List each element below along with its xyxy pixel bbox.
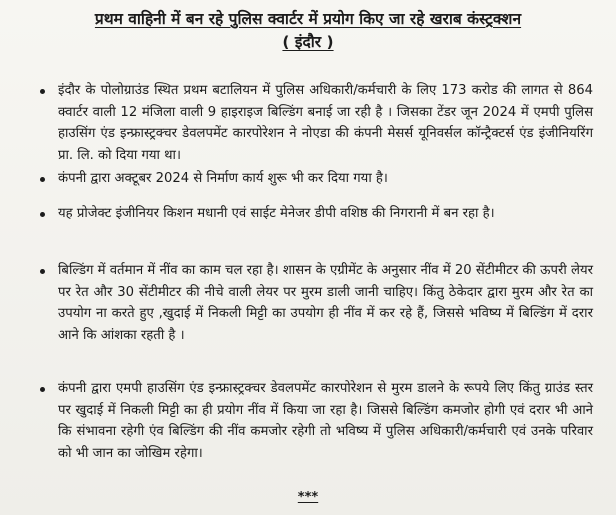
- page-subtitle: ( इंदौर ): [282, 33, 334, 51]
- bullet-text: कंपनी द्वारा एमपी हाउसिंग एंड इन्फ्रास्ट्रक्चर डेवलपमेंट कारपोरेशन से मुरम डालने के रूपये लिए किंतु ग्राउंड स्तर पर खुदाई में निकली मिट्टी का ही प्रयोग नींव में किया जा रहा है। जिससे बिल्डिंग कमजोर होगी एवं दरार भी आने कि संभावना रहेगी एंव बिल्डिंग की नींव कमजोर रहेगी तो भविष्य में पुलिस अधिकारी/कर्मचारी एवं उनके परिवार को भी जान का जोखिम रहेगा।: [58, 381, 593, 461]
- end-marker: ***: [297, 490, 319, 505]
- bullet-icon: [40, 177, 45, 182]
- bullet-icon: [40, 387, 45, 392]
- bullet-text: कंपनी द्वारा अक्टूबर 2024 से निर्माण कार्य शुरू भी कर दिया गया है।: [58, 171, 388, 186]
- bullet-icon: [40, 269, 45, 274]
- bullet-icon: [40, 212, 45, 217]
- bullet-text: इंदौर के पोलोग्राउंड स्थित प्रथम बटालियन में पुलिस अधिकारी/कर्मचारी के लिए 173 करोड की लागत से 864 क्वार्टर वाली 12 मंजिला वाली 9 हाइराइज बिल्डिंग बनाई जा रही है । जिसका टेंडर जून 2024 में एमपी पुलिस हाउसिंग एंड इन्फ्रास्ट्रक्चर डेवलपमेंट कारपोरेशन ने नोएडा की कंपनी मेसर्स यूनिवर्सल कॉन्ट्रैक्टर्स एंड इंजीनियरिंग प्रा. लि. को दिया गया था।: [58, 83, 593, 163]
- page-title: प्रथम वाहिनी में बन रहे पुलिस क्वार्टर में प्रयोग किए जा रहे खराब कंस्ट्रक्शन: [94, 10, 522, 28]
- bullet-text: बिल्डिंग में वर्तमान में नींव का काम चल रहा है। शासन के एग्रीमेंट के अनुसार नींव में 20 सेंटीमीटर की ऊपरी लेयर पर रेत और 30 सेंटीमीटर की नीचे वाली लेयर पर मुरम डाली जानी चाहिए। किंतु ठेकेदार द्वारा मुरम और रेत का उपयोग ना करते हुए ,खुदाई में निकली मिट्टी का उपयोग ही नींव में कर रहे हैं, जिससे भविष्य में बिल्डिंग में दरार आने कि आंशका रहती है ।: [58, 263, 593, 343]
- bullet-icon: [40, 89, 45, 94]
- bullet-text: यह प्रोजेक्ट इंजीनियर किशन मधानी एवं साईट मेनेजर डीपी वशिष्ठ की निगरानी में बन रहा है।: [58, 206, 495, 221]
